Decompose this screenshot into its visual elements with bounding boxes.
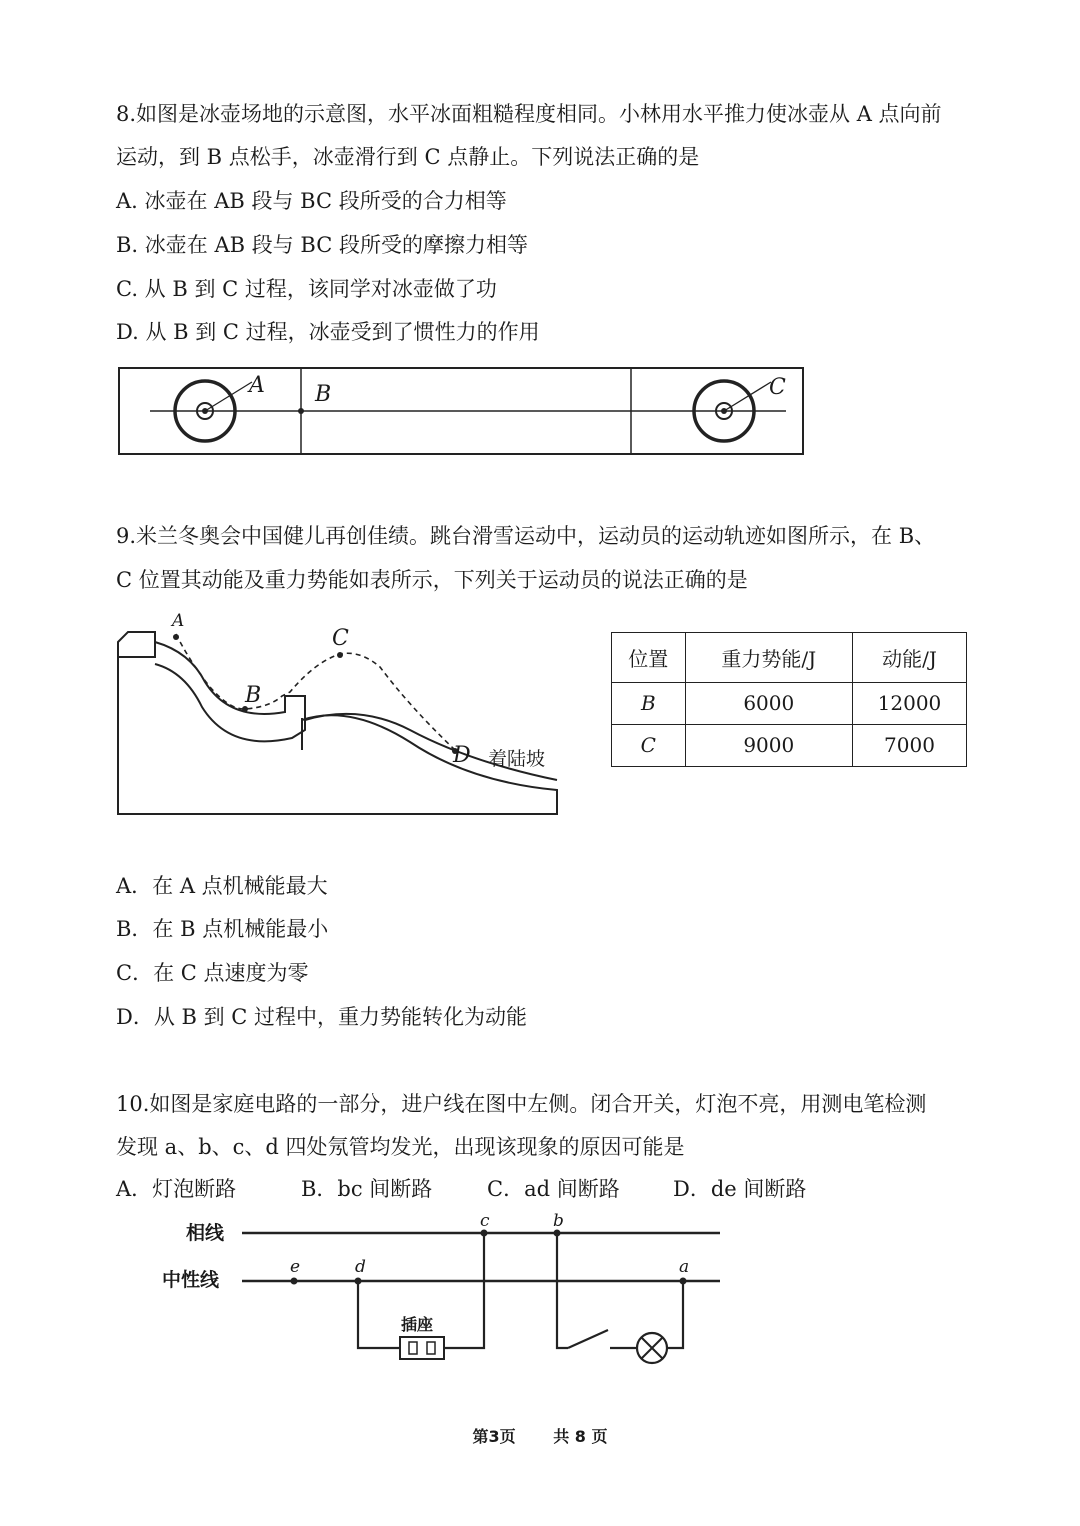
curling-diagram [116,364,806,458]
live-wire-label: 相线 [186,1222,225,1244]
ski-label-d: D [453,743,471,768]
table-header-row [612,633,967,683]
q9-option-d: D．从 B 到 C 过程中，重力势能转化为动能 [116,1005,528,1029]
table-header-potential: 重力势能/J [685,633,852,683]
table-cell: B [612,682,686,724]
q8-option-c: C. 从 B 到 C 过程，该同学对冰壶做了功 [116,277,497,301]
q9-option-b: B．在 B 点机械能最小 [116,917,329,941]
q8-option-a: A. 冰壶在 AB 段与 BC 段所受的合力相等 [116,189,507,213]
q9-stem-line1: 9.米兰冬奥会中国健儿再创佳绩。跳台滑雪运动中，运动员的运动轨迹如图所示，在 B、 [116,524,936,548]
page-number: 第3页 [472,1427,516,1446]
curling-label-a: A [249,373,265,398]
q10-stem-line2: 发现 a、b、c、d 四处氖管均发光，出现该现象的原因可能是 [116,1135,685,1159]
ski-jump-diagram [110,612,565,817]
q10-stem-line1: 10.如图是家庭电路的一部分，进户线在图中左侧。闭合开关，灯泡不亮，用测电笔检测 [116,1092,927,1116]
q8-option-b: B. 冰壶在 AB 段与 BC 段所受的摩擦力相等 [116,233,528,257]
q10-option-d: D．de 间断路 [673,1177,807,1201]
table-cell: 6000 [685,682,852,724]
table-row [612,724,967,766]
point-e-label: e [290,1257,301,1277]
q8-option-d: D. 从 B 到 C 过程，冰壶受到了惯性力的作用 [116,320,540,344]
q8-stem-line1: 8.如图是冰壶场地的示意图，水平冰面粗糙程度相同。小林用水平推力使冰壶从 A 点向前 [116,102,942,126]
table-row [612,682,967,724]
curling-label-c: C [769,375,786,400]
table-cell: 9000 [685,724,852,766]
table-cell: 12000 [852,682,966,724]
point-b-label: b [553,1211,564,1231]
q10-option-a: A．灯泡断路 [116,1177,237,1201]
page-total: 共 8 页 [553,1427,608,1446]
q10-option-b: B．bc 间断路 [301,1177,433,1201]
socket-label: 插座 [401,1315,434,1334]
q10-option-c: C．ad 间断路 [487,1177,620,1201]
q9-option-c: C．在 C 点速度为零 [116,961,309,985]
ski-label-c: C [332,626,349,651]
curling-label-b: B [315,382,332,407]
table-cell: C [612,724,686,766]
energy-table [611,632,967,767]
q9-option-a: A．在 A 点机械能最大 [116,874,328,898]
table-header-kinetic: 动能/J [852,633,966,683]
landing-slope-label: 着陆坡 [488,748,546,770]
point-d-label: d [355,1257,366,1277]
q9-stem-line2: C 位置其动能及重力势能如表所示，下列关于运动员的说法正确的是 [116,568,748,592]
point-c-label: c [480,1211,490,1231]
page-footer [0,1424,1080,1447]
ski-label-b: B [245,683,262,708]
point-a-label: a [679,1257,690,1277]
q8-stem-line2: 运动，到 B 点松手，冰壶滑行到 C 点静止。下列说法正确的是 [116,145,700,169]
ski-label-a: A [172,612,185,631]
circuit-diagram [150,1208,730,1378]
table-header-position: 位置 [612,633,686,683]
neutral-wire-label: 中性线 [162,1269,220,1291]
table-cell: 7000 [852,724,966,766]
